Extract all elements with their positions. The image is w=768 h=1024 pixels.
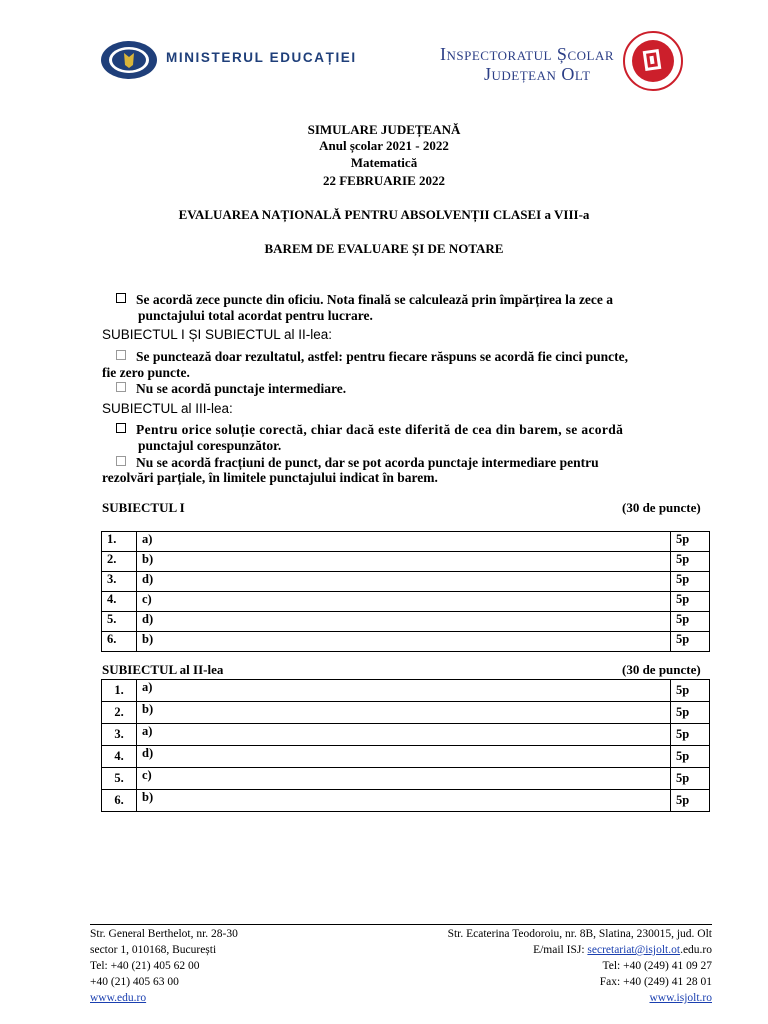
row-number: 3. — [102, 572, 137, 592]
instruction-sub12-2: Nu se acordă punctaje intermediare. — [116, 381, 346, 397]
checkbox-icon — [116, 293, 126, 303]
table-row — [102, 680, 710, 702]
table-row — [102, 632, 710, 652]
table-row — [102, 572, 710, 592]
title-barem: BAREM DE EVALUARE ȘI DE NOTARE — [264, 241, 504, 256]
instruction-sub3-2: Nu se acordă fracțiuni de punct, dar se pot acorda punctaje intermediare pentru — [116, 455, 599, 471]
row-number: 6. — [102, 790, 137, 812]
footer-email-link[interactable]: secretariat@isjolt.ot — [587, 944, 681, 956]
romanian-government-seal — [100, 40, 158, 80]
checkbox-icon — [116, 350, 126, 360]
table-row — [102, 724, 710, 746]
row-points: 5p — [671, 552, 710, 572]
instruction-sub3-1: Pentru orice soluție corectă, chiar dacă este diferită de cea din barem, se acordă — [116, 422, 623, 438]
row-number: 4. — [102, 592, 137, 612]
table-row — [102, 746, 710, 768]
footer-link-isjolt[interactable]: www.isjolt.ro — [649, 992, 712, 1004]
row-points: 5p — [671, 632, 710, 652]
isj-name-line2: Județean Olt — [484, 64, 591, 84]
instruction-sub12-1: Se punctează doar rezultatul, astfel: pentru fiecare răspuns se acordă fie cinci puncte, — [116, 349, 628, 365]
instruction-general: Se acordă zece puncte din oficiu. Nota finală se calculează prin împărțirea la zece a — [116, 292, 613, 308]
title-exam: EVALUAREA NAȚIONALĂ PENTRU ABSOLVENȚII CLASEI a VIII-a — [178, 207, 590, 222]
table-row — [102, 768, 710, 790]
title-simulare: SIMULARE JUDEȚEANĂ — [307, 122, 461, 137]
title-date: 22 FEBRUARIE 2022 — [322, 173, 446, 188]
row-number: 4. — [102, 746, 137, 768]
row-answer: c) — [137, 592, 671, 612]
footer-link-edu[interactable]: www.edu.ro — [90, 992, 147, 1004]
row-points: 5p — [671, 592, 710, 612]
row-points: 5p — [671, 746, 710, 768]
table-row — [102, 592, 710, 612]
row-answer: a) — [137, 724, 671, 746]
footer-left-tel: Tel: +40 (21) 405 62 00 — [90, 960, 200, 972]
footer-left-sector: sector 1, 010168, București — [90, 944, 217, 956]
footer-left-address: Str. General Berthelot, nr. 28-30 — [90, 928, 238, 940]
row-answer: c) — [137, 768, 671, 790]
row-points: 5p — [671, 702, 710, 724]
row-answer: d) — [137, 746, 671, 768]
row-number: 3. — [102, 724, 137, 746]
footer-right-email: E/mail ISJ: secretariat@isjolt.ot.edu.ro — [533, 944, 712, 956]
title-subject: Matematică — [350, 155, 418, 170]
row-points: 5p — [671, 724, 710, 746]
instruction-sub3-1-cont: punctajul corespunzător. — [138, 438, 282, 453]
table-subiect-1 — [101, 531, 710, 652]
row-answer: a) — [137, 680, 671, 702]
row-points: 5p — [671, 612, 710, 632]
row-points: 5p — [671, 790, 710, 812]
row-number: 2. — [102, 702, 137, 724]
table-row — [102, 532, 710, 552]
table-row — [102, 702, 710, 724]
section-points-subiect-2: (30 de puncte) — [622, 662, 701, 677]
isj-name-line1: Inspectoratul Școlar — [440, 44, 615, 64]
row-answer: d) — [137, 572, 671, 592]
checkbox-icon — [116, 423, 126, 433]
row-answer: a) — [137, 532, 671, 552]
footer-divider — [90, 924, 712, 925]
row-number: 1. — [102, 532, 137, 552]
row-points: 5p — [671, 532, 710, 552]
row-answer: b) — [137, 552, 671, 572]
section-points-subiect-1: (30 de puncte) — [622, 500, 701, 515]
instruction-general-cont: punctajului total acordat pentru lucrare. — [138, 308, 373, 323]
section-label-subiect-1: SUBIECTUL I — [102, 500, 185, 515]
table-subiect-2 — [101, 679, 710, 812]
section-label-subiect-2: SUBIECTUL al II-lea — [102, 662, 224, 677]
checkbox-icon — [116, 382, 126, 392]
row-answer: d) — [137, 612, 671, 632]
footer-right-address: Str. Ecaterina Teodoroiu, nr. 8B, Slatina, 230015, jud. Olt — [447, 928, 712, 940]
instruction-sub12-1-cont: fie zero puncte. — [102, 365, 190, 380]
title-school-year: Anul școlar 2021 - 2022 — [319, 138, 449, 153]
row-answer: b) — [137, 702, 671, 724]
instruction-sub3-2-cont: rezolvări parțiale, în limitele punctajului indicat în barem. — [102, 470, 438, 485]
row-number: 5. — [102, 768, 137, 790]
row-answer: b) — [137, 790, 671, 812]
table-row — [102, 612, 710, 632]
ministry-name: MINISTERUL EDUCAȚIEI — [166, 50, 357, 65]
row-number: 2. — [102, 552, 137, 572]
row-number: 5. — [102, 612, 137, 632]
row-answer: b) — [137, 632, 671, 652]
isj-olt-seal — [622, 30, 684, 92]
heading-subiect-3: SUBIECTUL al III-lea: — [102, 401, 233, 416]
footer-right-tel: Tel: +40 (249) 41 09 27 — [602, 960, 712, 972]
table-row — [102, 552, 710, 572]
row-points: 5p — [671, 768, 710, 790]
heading-subiect-1-2: SUBIECTUL I ȘI SUBIECTUL al II-lea: — [102, 327, 333, 342]
footer-left-tel2: +40 (21) 405 63 00 — [90, 976, 179, 988]
row-number: 1. — [102, 680, 137, 702]
footer-right — [448, 926, 712, 1006]
checkbox-icon — [116, 456, 126, 466]
row-number: 6. — [102, 632, 137, 652]
footer-right-fax: Fax: +40 (249) 41 28 01 — [599, 976, 712, 988]
row-points: 5p — [671, 680, 710, 702]
table-row — [102, 790, 710, 812]
footer-left — [90, 926, 238, 1006]
row-points: 5p — [671, 572, 710, 592]
